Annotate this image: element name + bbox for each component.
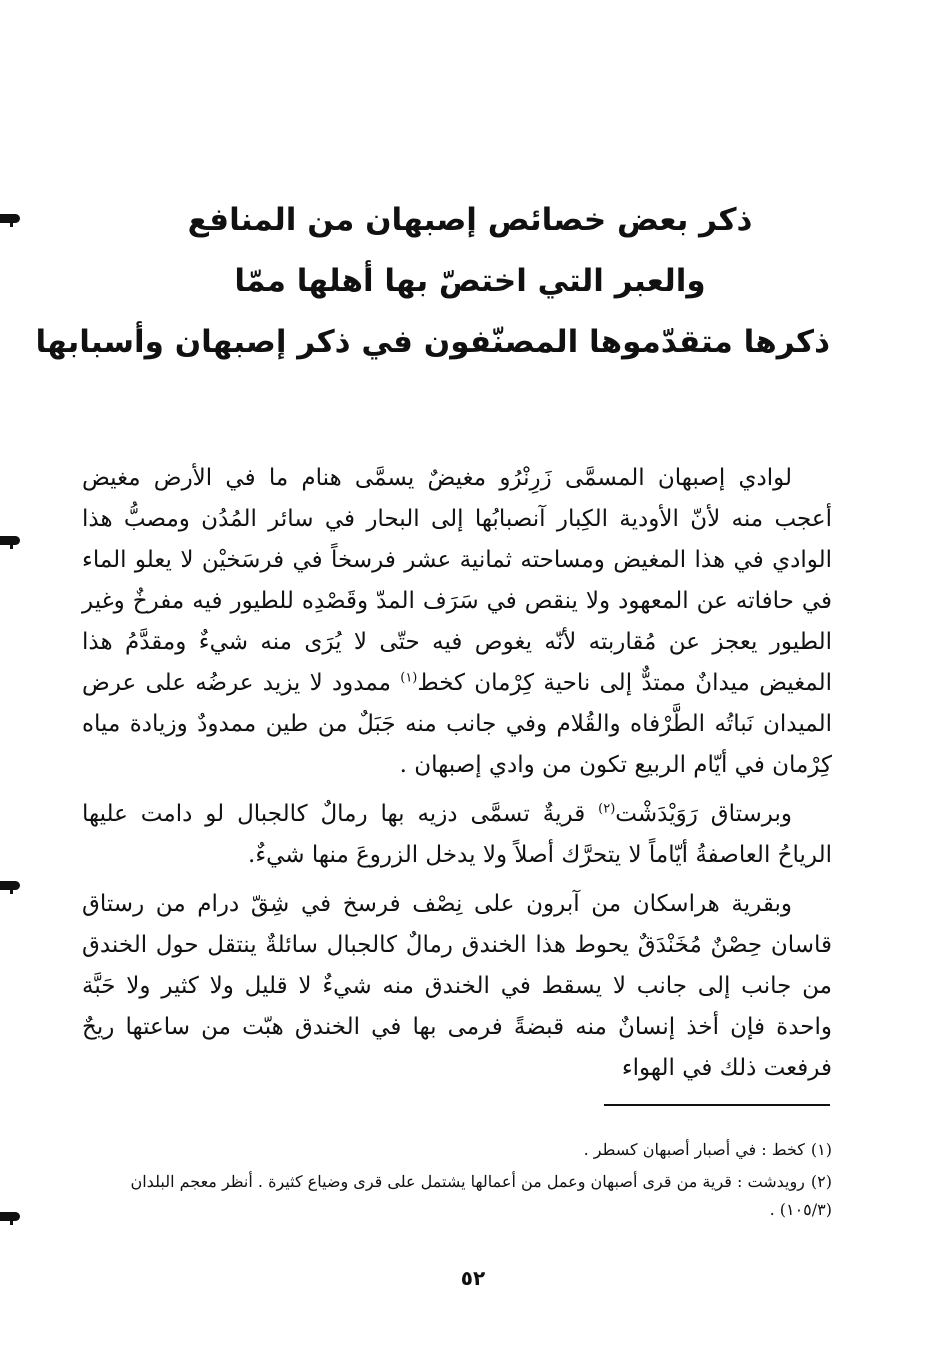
binding-mark-2 <box>0 536 20 545</box>
footnote-divider <box>604 1104 830 1106</box>
binding-mark-1 <box>0 214 20 223</box>
paragraph-2 <box>82 794 832 876</box>
title-line-1: ذكر بعض خصائص إصبهان من المنافع <box>187 202 753 238</box>
paragraph-1 <box>82 458 832 786</box>
paragraph-2-text-a: وبرستاق رَوَيْدَشْت <box>615 801 792 827</box>
paragraph-3-text-a: وبقرية هراسكان من آبرون على نِصْف فرسخ في شِقّ درام من رستاق قاسان حِصْنٌ مُخَنْدَقٌ يحوط هذا الخندق رمالٌ كالجبال سائلةٌ ينتقل حول الخندق من جانب إلى جانب لا يسقط في الخندق منه شيءٌ لا قليل ولا كثير ولا حَبَّة واحدة فإن أخذ إنسانٌ منه قبضةً فرمى بها في الخندق هبّت من ساعتها ريحٌ فرفعت ذلك في الهواء <box>82 891 832 1081</box>
main-text <box>82 458 832 1097</box>
binding-mark-3 <box>0 881 20 890</box>
footnote-1-number: (١) <box>810 1140 832 1159</box>
footnote-ref-2: (٢) <box>598 801 616 817</box>
footnotes <box>82 1136 832 1228</box>
paragraph-2-text-b: قريةٌ تسمَّى دزيه بها رمالٌ كالجبال لو دامت عليها الرياحُ العاصفةُ أيّاماً لا يتحرَّك أصلاً ولا يدخل الزروعَ منها شيءٌ. <box>82 801 832 868</box>
footnote-2-text: رويدشت : قرية من قرى أصبهان وعمل من أعمالها يشتمل على قرى وضياع كثيرة . أنظر معجم البلدان (١٠٥/٣) . <box>130 1172 832 1219</box>
footnote-1 <box>82 1136 832 1164</box>
footnote-2 <box>82 1168 832 1224</box>
footnote-ref-1: (١) <box>400 670 418 686</box>
paragraph-3 <box>82 884 832 1089</box>
binding-mark-4 <box>0 1212 20 1221</box>
page-number: ٥٢ <box>460 1266 486 1290</box>
footnote-1-text: كخط : في أصبار أصبهان كسطر . <box>583 1140 805 1159</box>
paragraph-1-text-a: لوادي إصبهان المسمَّى زَرِنْرُو مغيضٌ يسمَّى هنام ما في الأرض مغيض أعجب منه لأنّ الأودية الكِبار آنصبابُها إلى البحار في سائر المُدُن ومصبُّ هذا الوادي في هذا المغيض ومساحته ثمانية عشر فرسخاً في فرسَخيْن لا يعلو الماء في حافاته عن المعهود ولا ينقص في سَرَف المدّ وقَصْدِه للطيور فيه مفرخٌ وغير الطيور يعجز عن مُقاربته لأنّه يغوص فيه حتّى لا يُرَى منه شيءٌ ومقدَّمُ هذا المغيض ميدانٌ ممتدٌّ إلى ناحية كِرْمان كخط <box>82 465 832 696</box>
footnote-2-number: (٢) <box>810 1172 832 1191</box>
title-line-2: والعبر التي اختصّ بها أهلها ممّا <box>234 263 706 299</box>
chapter-title <box>35 190 830 373</box>
paragraph-1-text-b: ممدود لا يزيد عرضُه على عرض الميدان نَباتُه الطَّرْفاه والقُلام وفي جانب منه جَبَلٌ من طين ممدودٌ وزيادة مياه كِرْمان في أيّام الربيع تكون من وادي إصبهان . <box>82 670 832 778</box>
title-line-3: ذكرها متقدّموها المصنّفون في ذكر إصبهان وأسبابها <box>35 324 830 360</box>
